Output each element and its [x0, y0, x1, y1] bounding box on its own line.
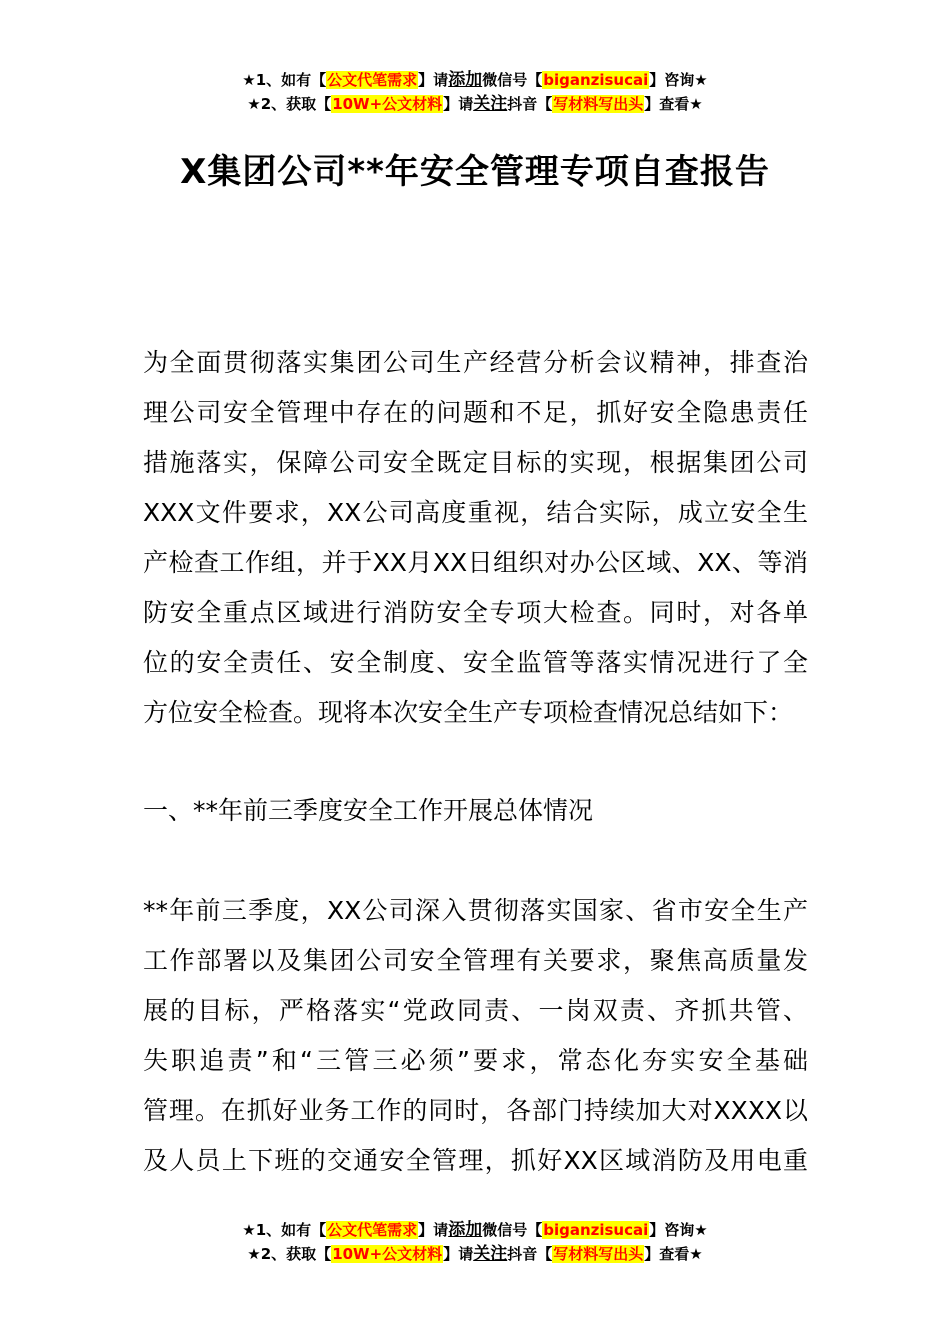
paragraph-line: 防安全重点区域进行消防安全专项大检查。同时，对各单 [143, 598, 808, 627]
banner-highlight-douyin-id: 写材料写出头 [553, 95, 644, 113]
banner-text: ★1、如有【 [242, 1221, 327, 1239]
banner-highlight-wechat-id: biganzisucai [543, 71, 649, 89]
banner-highlight: 10W+公文材料 [332, 95, 443, 113]
section-1-paragraph [143, 886, 808, 1186]
banner-text: 】请 [418, 71, 449, 89]
banner-text: 抖音【 [507, 1245, 553, 1263]
banner-line-2 [0, 1242, 950, 1266]
banner-text: 】咨询★ [649, 71, 708, 89]
paragraph-line: 工作部署以及集团公司安全管理有关要求，聚焦高质量发 [143, 946, 808, 975]
intro-paragraph [143, 338, 808, 738]
banner-text: 】请 [443, 95, 474, 113]
paragraph-line: **年前三季度，XX公司深入贯彻落实国家、省市安全生产 [143, 896, 808, 925]
paragraph-line: 为全面贯彻落实集团公司生产经营分析会议精神，排查治 [143, 348, 808, 377]
banner-text: 】查看★ [644, 95, 703, 113]
banner-underlined-text: 添加 [448, 1220, 483, 1240]
banner-highlight: 公文代笔需求 [327, 1221, 418, 1239]
banner-highlight-douyin-id: 写材料写出头 [553, 1245, 644, 1263]
paragraph-line: 措施落实，保障公司安全既定目标的实现，根据集团公司 [143, 448, 808, 477]
banner-line-1 [0, 68, 950, 92]
footer-banner [0, 1218, 950, 1266]
banner-underlined-text: 添加 [448, 70, 483, 90]
banner-text: 】咨询★ [649, 1221, 708, 1239]
banner-text: 微信号【 [482, 71, 543, 89]
paragraph-line: 方位安全检查。现将本次安全生产专项检查情况总结如下： [143, 698, 794, 727]
section-heading-1: 一、**年前三季度安全工作开展总体情况 [143, 796, 594, 825]
paragraph-line: 失职追责”和“三管三必须”要求，常态化夯实安全基础 [143, 1046, 808, 1075]
banner-text: 】请 [443, 1245, 474, 1263]
banner-highlight: 公文代笔需求 [327, 71, 418, 89]
paragraph-line: 及人员上下班的交通安全管理，抓好XX区域消防及用电重 [143, 1146, 808, 1175]
banner-line-1 [0, 1218, 950, 1242]
paragraph-line: 理公司安全管理中存在的问题和不足，抓好安全隐患责任 [143, 398, 808, 427]
banner-line-2 [0, 92, 950, 116]
banner-text: 】请 [418, 1221, 449, 1239]
banner-text: ★2、获取【 [247, 1245, 332, 1263]
paragraph-line: XXX文件要求，XX公司高度重视，结合实际，成立安全生 [143, 498, 808, 527]
header-banner [0, 68, 950, 116]
banner-text: 微信号【 [482, 1221, 543, 1239]
paragraph-line: 展的目标，严格落实“党政同责、一岗双责、齐抓共管、 [143, 996, 808, 1025]
banner-text: 抖音【 [507, 95, 553, 113]
document-title: X集团公司**年安全管理专项自查报告 [180, 152, 770, 192]
banner-highlight: 10W+公文材料 [332, 1245, 443, 1263]
banner-text: ★1、如有【 [242, 71, 327, 89]
banner-text: 】查看★ [644, 1245, 703, 1263]
banner-underlined-text: 关注 [473, 94, 508, 114]
paragraph-line: 管理。在抓好业务工作的同时，各部门持续加大对XXXX以 [143, 1096, 808, 1125]
paragraph-line: 产检查工作组，并于XX月XX日组织对办公区域、XX、等消 [143, 548, 808, 577]
banner-text: ★2、获取【 [247, 95, 332, 113]
paragraph-line: 位的安全责任、安全制度、安全监管等落实情况进行了全 [143, 648, 808, 677]
banner-underlined-text: 关注 [473, 1244, 508, 1264]
banner-highlight-wechat-id: biganzisucai [543, 1221, 649, 1239]
